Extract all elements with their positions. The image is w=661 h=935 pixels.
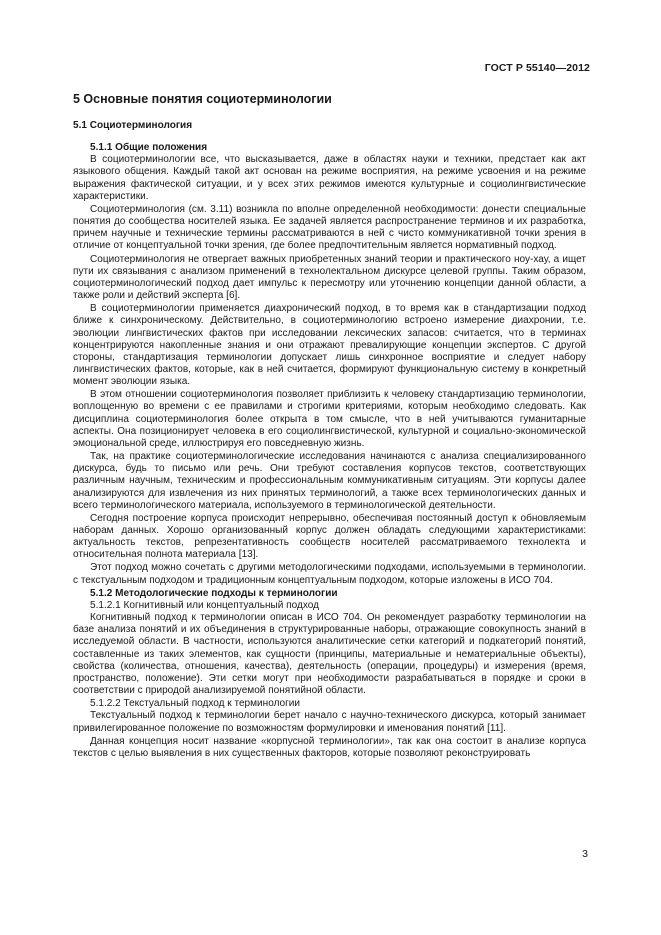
paragraph: Текстуальный подход к терминологии берет начало с научно-технического дискурса, который занимает привилегированное положение по возможностям формулировки и именования понятий [11].: [73, 710, 586, 734]
paragraph: Когнитивный подход к терминологии описан в ИСО 704. Он рекомендует разработку терминологии на базе анализа понятий и их объединения в структурированные наборы, отражающие совокупность знаний в исследуемой области. В частности, используются аналитические сетки категорий и подкатегорий понятий, составленные из таких элементов, как сущности (принципы, материальные и нематериальные объекты), свойства (количества, отношения, качества), деятельность (операции, процедуры) и измерения (время, пространство, положение). Эти сетки могут при необходимости разрабатываться в порядке и сроки в соответствии с природой анализируемой понятийной области.: [73, 612, 586, 697]
standard-code: ГОСТ Р 55140—2012: [484, 62, 590, 74]
subsubsection-heading-general: 5.1.1 Общие положения: [90, 142, 208, 154]
subsection-heading: 5.1 Социотерминология: [73, 120, 193, 131]
item-heading-textual: 5.1.2.2 Текстуальный подход к терминологии: [90, 698, 301, 710]
paragraph: Социотерминология (см. 3.11) возникла по вполне определенной необходимости: донести специальные понятия до сообщества носителей языка. Ее задачей является распространение терминов и их разработка, причем научные и технические термины рассматриваются в ней с чисто коммуникативной точки зрения в отличие от концептуальной точки зрения, где более предпочтительным является нормативный подход.: [73, 203, 586, 252]
paragraph: Этот подход можно сочетать с другими методологическими подходами, используемыми в терминологии. с текстуальным подходом и традиционным концептуальным подходом, которые изложены в ИСО 704.: [73, 562, 586, 586]
paragraph: Так, на практике социотерминологические исследования начинаются с анализа специализированного дискурса, будь то письмо или речь. Они требуют составления корпусов текстов, соответствующих различным научным, техническим и профессиональным коммуникативным ситуациям. Эти корпусы далее анализируются для извлечения из них принятых терминологий, а также всех терминологических данных и всего терминологического материала, используемого в терминологической деятельности.: [73, 451, 586, 511]
paragraph: В этом отношении социотерминология позволяет приблизить к человеку стандартизацию терминологии, воплощенную во времени с ее правилами и строгими критериями, которым необходимо следовать. Как дисциплина социотерминология более открыта в том смысле, что в ней учитываются гуманитарные аспекты. Она позиционирует человека в его социолингвистической, культурной и социально-экономической эмоциональной среде, иллюстрируя его повседневную жизнь.: [73, 389, 586, 449]
paragraph: Данная концепция носит название «корпусной терминологии», так как она состоит в анализе корпуса текстов с целью выявления в них существенных факторов, которые позволяют реконструировать: [73, 735, 586, 759]
item-heading-cognitive: 5.1.2.1 Когнитивный или концептуальный подход: [90, 599, 319, 611]
paragraph: В социотерминологии все, что высказывается, даже в областях науки и техники, предстает как акт языкового общения. Каждый такой акт основан на режиме восприятия, на режиме усвоения и на режиме выражения фактической ситуации, и у всех этих режимов имеются культурные и социолингвистические характеристики.: [73, 154, 586, 202]
paragraph: Сегодня построение корпуса происходит непрерывно, обеспечивая постоянный доступ к обновляемым наборам данных. Хорошо организованный корпус должен обладать следующими характеристиками: актуальность текстов, репрезентативность сообществ носителей рассматриваемого технолекта и относительная полнота материала [13].: [73, 512, 586, 561]
paragraph: Социотерминология не отвергает важных приобретенных знаний теории и практического ноу-хау, а ищет пути их связывания с анализом применений в технолектальном дискурсе целевой группы. Таким образом, социотерминологический подход дает импульс к пересмотру или уточнению концепции данной области, а также роли и действий эксперта [6].: [73, 253, 586, 302]
paragraph: В социотерминологии применяется диахронический подход, в то время как в стандартизации подход ближе к синхроническому. Действительно, в социотерминологию встроено измерение диахронии, т.е. эволюции лингвистических фактов при исследовании лексических запасов: считается, что в терминах концентрируются накопленные знания и они отражают превалирующие концепции экспертов. С другой стороны, стандартизация терминологии допускает лишь синхронное восприятие и следует набору лингвистических фактов, которые, как в ней считается, формируют функциональную систему в конкретный момент эволюции языка.: [73, 303, 586, 388]
subsubsection-heading-methods: 5.1.2 Методологические подходы к терминологии: [90, 587, 338, 599]
section-heading: 5 Основные понятия социотерминологии: [73, 92, 332, 106]
page-content: [73, 92, 586, 761]
page-number: 3: [582, 848, 588, 860]
